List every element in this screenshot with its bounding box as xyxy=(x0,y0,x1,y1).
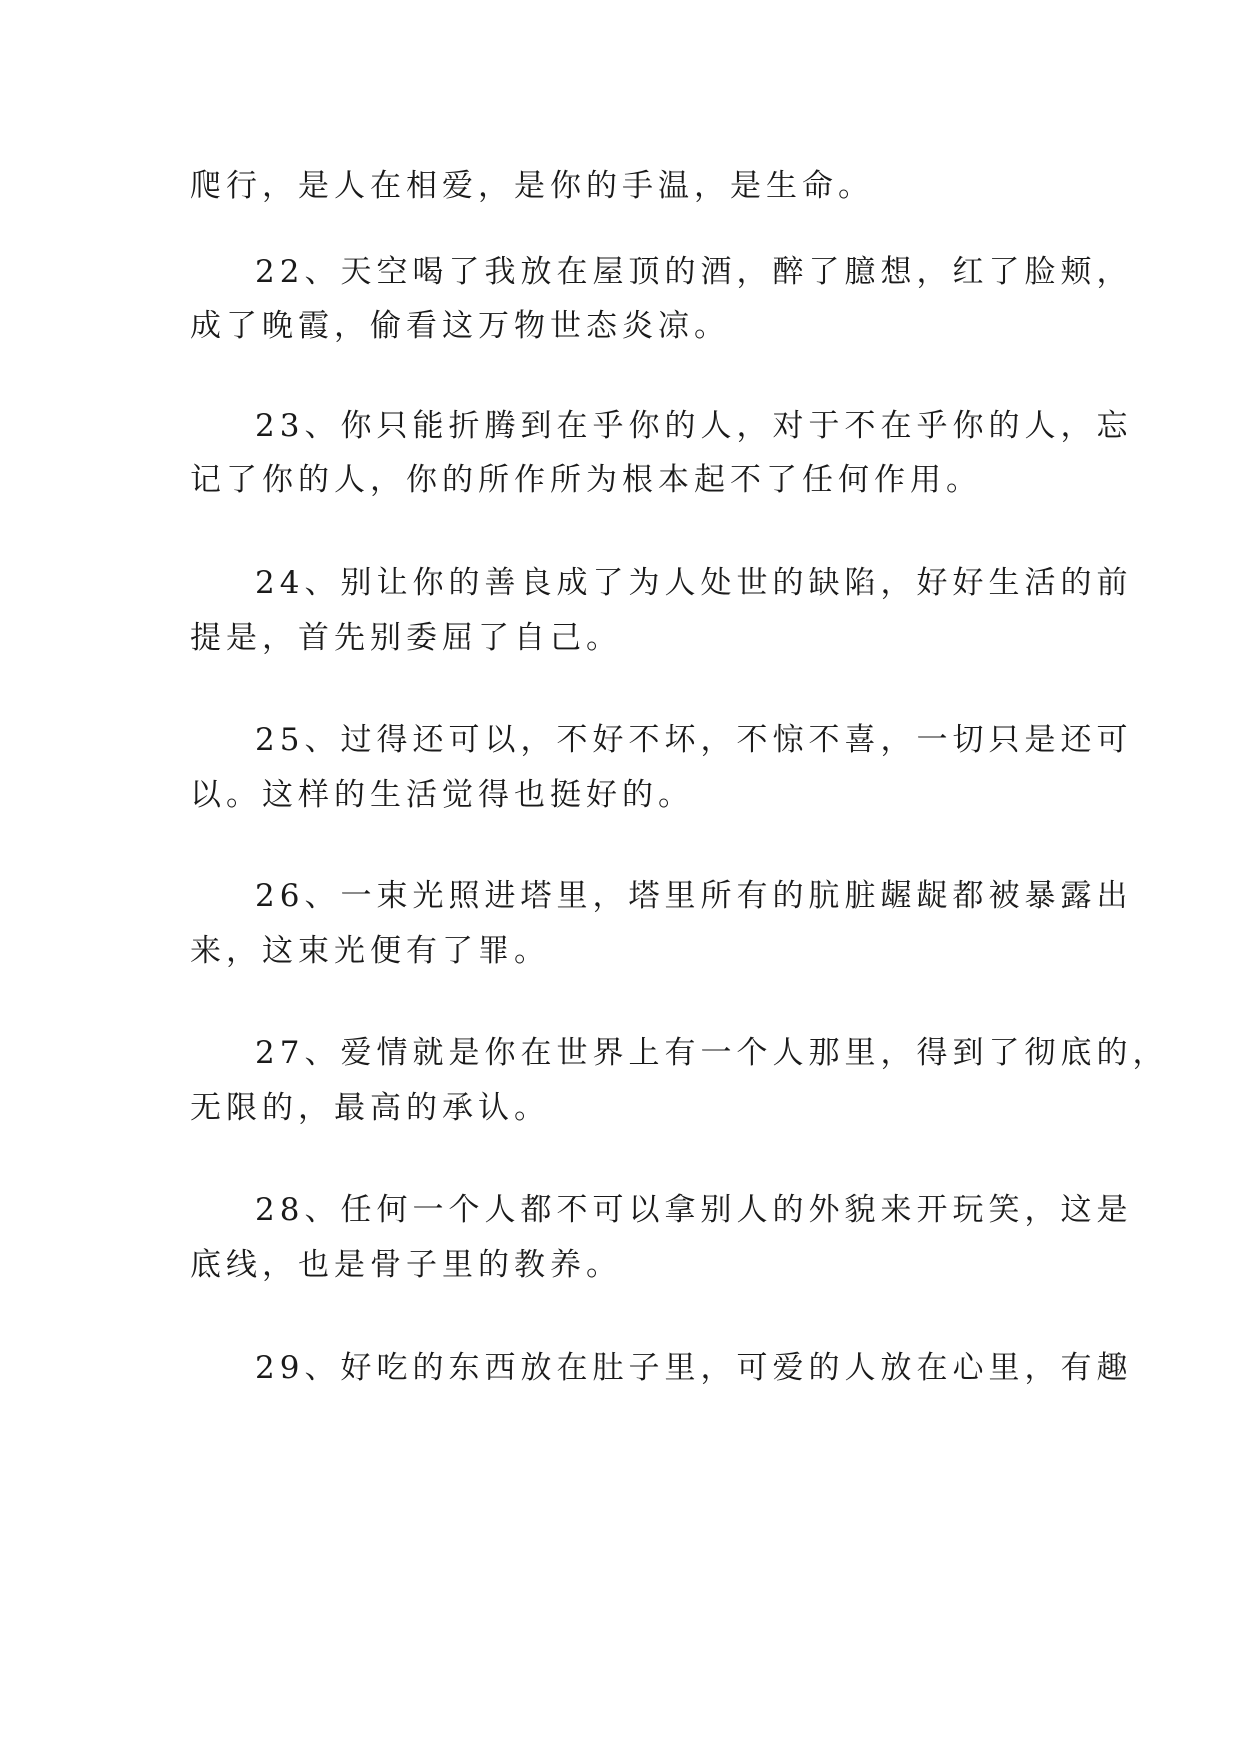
item-28-line-1: 28、任何一个人都不可以拿别人的外貌来开玩笑，这是 xyxy=(255,1192,1133,1228)
item-27-line-1: 27、爱情就是你在世界上有一个人那里，得到了彻底的， xyxy=(255,1035,1169,1071)
item-26-line-2: 来，这束光便有了罪。 xyxy=(190,933,550,969)
item-24-line-1: 24、别让你的善良成了为人处世的缺陷，好好生活的前 xyxy=(255,565,1133,601)
item-25-line-1: 25、过得还可以，不好不坏，不惊不喜，一切只是还可 xyxy=(255,722,1133,758)
item-23-line-2: 记了你的人，你的所作所为根本起不了任何作用。 xyxy=(190,462,982,498)
item-24-line-2: 提是，首先别委屈了自己。 xyxy=(190,620,622,656)
item-22-line-2: 成了晚霞，偷看这万物世态炎凉。 xyxy=(190,308,730,344)
item-26-line-1: 26、一束光照进塔里，塔里所有的肮脏龌龊都被暴露出 xyxy=(255,878,1133,914)
item-22-line-1: 22、天空喝了我放在屋顶的酒，醉了臆想，红了脸颊， xyxy=(255,254,1133,290)
item-27-line-2: 无限的，最高的承认。 xyxy=(190,1090,550,1126)
item-23-line-1: 23、你只能折腾到在乎你的人，对于不在乎你的人，忘 xyxy=(255,408,1133,444)
item-29-line-1: 29、好吃的东西放在肚子里，可爱的人放在心里，有趣 xyxy=(255,1350,1133,1386)
item-28-line-2: 底线，也是骨子里的教养。 xyxy=(190,1247,622,1283)
text-line: 爬行，是人在相爱，是你的手温，是生命。 xyxy=(190,168,874,204)
item-25-line-2: 以。这样的生活觉得也挺好的。 xyxy=(190,777,694,813)
